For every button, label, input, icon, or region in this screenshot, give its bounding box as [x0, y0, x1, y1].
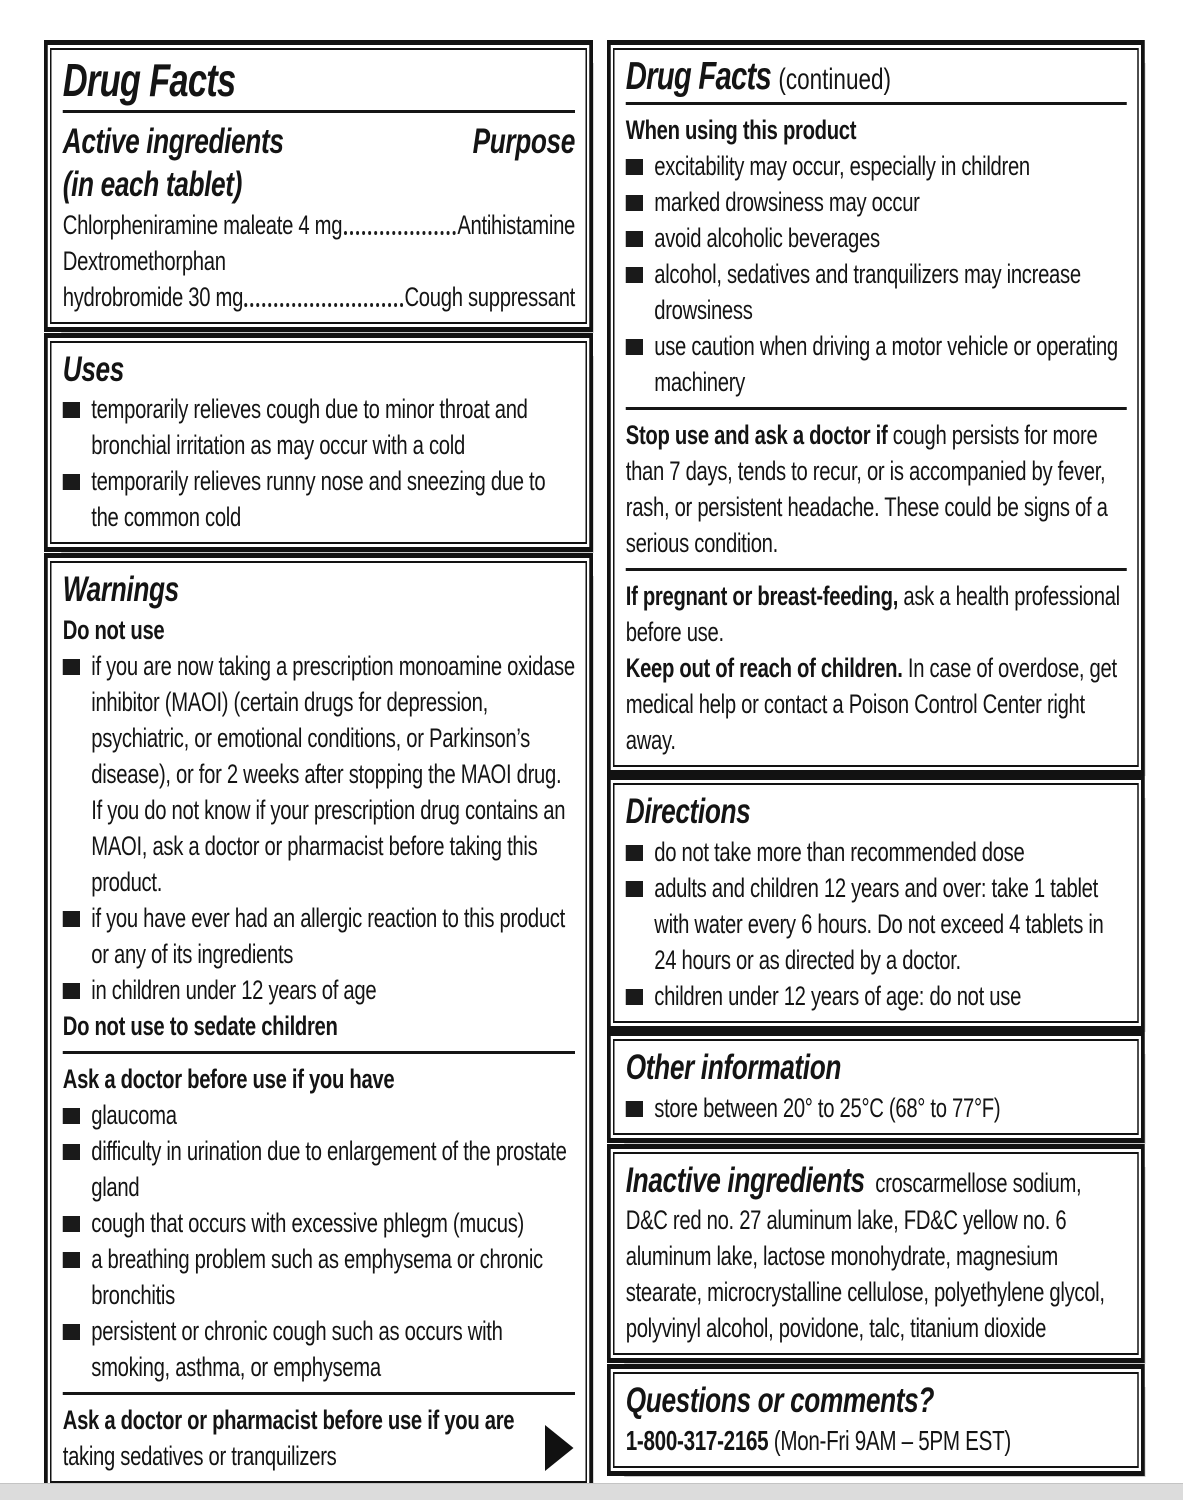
stop-use-paragraph: Stop use and ask a doctor if cough persists for more than 7 days, tends to recur, or is accompanied by fever, rash, or persistent headache. These could be signs of a serious condition. [625, 419, 1108, 558]
ingredient-purpose: Antihistamine [457, 210, 575, 241]
list-item: if you are now taking a prescription monoamine oxidase inhibitor (MAOI) (certain drugs for depression, psychiatric, or emotional conditions, or Parkinson’s disease), or for 2 weeks after stopping the MAOI drug. If you do not know if your prescription drug contains an MAOI, ask a doctor or pharmacist before taking this product. [63, 648, 575, 900]
bullet-square-icon [63, 1252, 80, 1268]
list-item: temporarily relieves cough due to minor throat and bronchial irritation as may occur with a cold [63, 391, 575, 463]
section-drug-facts-continued [613, 48, 1139, 767]
list-item: persistent or chronic cough such as occurs with smoking, asthma, or emphysema [63, 1313, 575, 1385]
pregnant-label: If pregnant or breast-feeding, [625, 580, 899, 611]
divider [63, 1392, 575, 1395]
bullet-square-icon [63, 1144, 80, 1160]
bullet-square-icon [63, 1216, 80, 1232]
bullet-square-icon [626, 195, 643, 211]
ingredient-name: Dextromethorphan [62, 246, 226, 277]
bullet-square-icon [626, 339, 643, 355]
list-item: glaucoma [63, 1097, 575, 1133]
phone-number: 1-800-317-2165 [625, 1424, 769, 1456]
dotted-leader [245, 279, 403, 307]
ask-pharmacist-text: taking sedatives or tranquilizers [62, 1440, 337, 1471]
bullet-square-icon [63, 1324, 80, 1340]
bullet-square-icon [626, 989, 643, 1005]
list-item: do not take more than recommended dose [626, 834, 1127, 870]
pregnant-paragraph: If pregnant or breast-feeding, ask a health professional before use. [625, 580, 1120, 647]
ingredient-row [63, 243, 575, 279]
list-item: store between 20° to 25°C (68° to 77°F) [626, 1090, 1127, 1126]
dotted-leader [344, 207, 456, 235]
divider [63, 110, 575, 113]
section-uses [50, 341, 587, 545]
list-item: children under 12 years of age: do not use [626, 978, 1127, 1014]
list-item: alcohol, sedatives and tranquilizers may increase drowsiness [626, 256, 1127, 328]
ask-doctor-label: Ask a doctor before use if you have [62, 1063, 395, 1094]
when-using-label: When using this product [625, 114, 857, 145]
list-item: in children under 12 years of age [63, 972, 575, 1008]
stop-use-label: Stop use and ask a doctor if [625, 419, 888, 450]
bullet-square-icon [63, 659, 80, 675]
directions-heading: Directions [625, 792, 751, 832]
do-not-use-label: Do not use [62, 614, 165, 645]
ingredient-row [63, 279, 575, 315]
sedate-note: Do not use to sedate children [62, 1010, 338, 1041]
section-warnings [50, 561, 587, 1483]
bullet-square-icon [63, 911, 80, 927]
bullet-square-icon [63, 474, 80, 490]
page-bottom-edge [0, 1483, 1183, 1500]
left-column [50, 48, 587, 1499]
inactive-ingredients-heading: Inactive ingredients [625, 1160, 865, 1200]
list-item: avoid alcoholic beverages [626, 220, 1127, 256]
uses-heading: Uses [62, 349, 125, 389]
keep-out-paragraph: Keep out of reach of children. In case of overdose, get medical help or contact a Poison Control Center right away. [625, 652, 1117, 755]
section-drug-facts [50, 48, 587, 324]
bullet-square-icon [626, 267, 643, 283]
right-column [613, 48, 1139, 1484]
bullet-square-icon [63, 983, 80, 999]
keep-out-label: Keep out of reach of children. [625, 652, 903, 683]
section-questions [613, 1372, 1139, 1468]
bullet-square-icon [626, 1101, 643, 1117]
ask-pharmacist-label: Ask a doctor or pharmacist before use if you are [62, 1404, 515, 1435]
list-item: a breathing problem such as emphysema or chronic bronchitis [63, 1241, 575, 1313]
bullet-square-icon [626, 159, 643, 175]
divider [626, 102, 1127, 105]
section-inactive-ingredients [613, 1152, 1139, 1356]
phone-hours: (Mon-Fri 9AM – 5PM EST) [773, 1424, 1011, 1456]
continued-arrow-icon [545, 1425, 574, 1471]
bullet-square-icon [63, 402, 80, 418]
list-item: adults and children 12 years and over: take 1 tablet with water every 6 hours. Do not exceed 4 tablets in 24 hours or as directed by a doctor. [626, 870, 1127, 978]
bullet-square-icon [63, 1108, 80, 1124]
active-ingredients-heading-line2: (in each tablet) [62, 165, 242, 205]
list-item: if you have ever had an allergic reaction to this product or any of its ingredients [63, 900, 575, 972]
warnings-heading: Warnings [62, 569, 179, 609]
bullet-square-icon [626, 881, 643, 897]
inactive-ingredients-text: croscarmellose sodium, D&C red no. 27 aluminum lake, FD&C yellow no. 6 aluminum lake, lactose monohydrate, magnesium stearate, microcrystalline cellulose, polyethylene glycol, polyvinyl alcohol, povidone, talc, titanium dioxide [625, 1167, 1105, 1344]
divider [626, 407, 1127, 410]
divider [626, 568, 1127, 571]
list-item: cough that occurs with excessive phlegm (mucus) [63, 1205, 575, 1241]
bullet-square-icon [626, 845, 643, 861]
ingredient-name: hydrobromide 30 mg [62, 282, 244, 313]
continued-suffix: (continued) [778, 63, 891, 96]
list-item: use caution when driving a motor vehicle or operating machinery [626, 328, 1127, 400]
purpose-heading: Purpose [472, 121, 575, 161]
ingredient-purpose: Cough suppressant [404, 282, 575, 313]
bullet-square-icon [626, 231, 643, 247]
ingredient-name: Chlorpheniramine maleate 4 mg [62, 210, 343, 241]
active-ingredients-heading: Active ingredients [62, 121, 284, 161]
section-directions [613, 783, 1139, 1023]
section-other-information [613, 1039, 1139, 1135]
list-item: temporarily relieves runny nose and sneezing due to the common cold [63, 463, 575, 535]
list-item: difficulty in urination due to enlargement of the prostate gland [63, 1133, 575, 1205]
other-information-heading: Other information [625, 1048, 842, 1088]
divider [63, 1051, 575, 1054]
questions-heading: Questions or comments? [625, 1380, 935, 1420]
ingredient-row [63, 207, 575, 243]
page-title: Drug Facts [62, 54, 236, 106]
list-item: marked drowsiness may occur [626, 184, 1127, 220]
list-item: excitability may occur, especially in children [626, 148, 1127, 184]
page-title-continued: Drug Facts (continued) [625, 55, 891, 98]
